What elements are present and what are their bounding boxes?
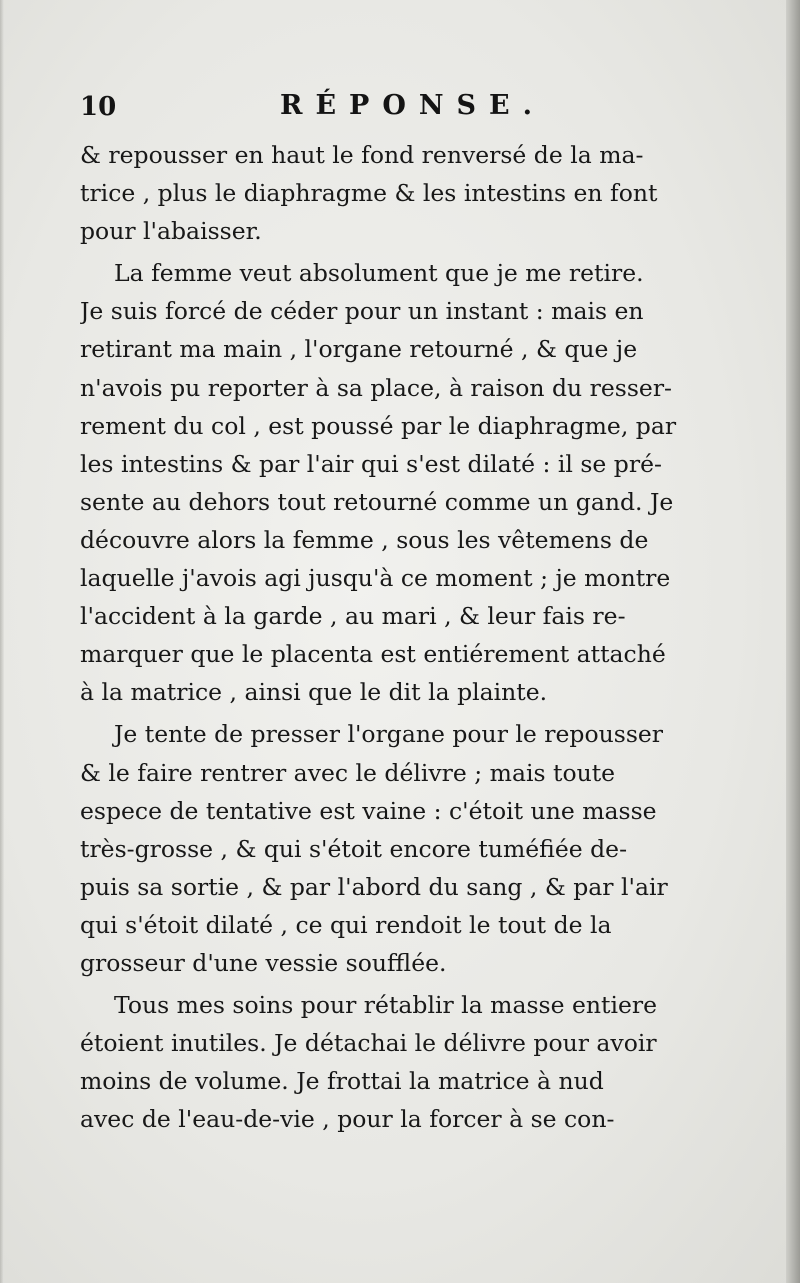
text-line: La femme veut absolument que je me retire. [114,259,644,288]
text-line: grosseur d'une vessie soufflée. [80,948,447,977]
text-line: les intestins & par l'air qui s'est dilaté : il se pré- [80,449,662,478]
paragraph [80,136,706,250]
text-line: trice , plus le diaphragme & les intestins en font [80,179,658,208]
text-line: qui s'étoit dilaté , ce qui rendoit le tout de la [80,910,612,939]
page-header [80,88,700,128]
text-line: & repousser en haut le fond renversé de la ma- [80,141,644,169]
paragraph [80,254,706,711]
text-line: étoient inutiles. Je détachai le délivre pour avoir [80,1029,657,1058]
text-line: marquer que le placenta est entiérement attaché [80,640,666,669]
page-number: 10 [80,92,117,122]
text-line: découvre alors la femme , sous les vêtemens de [80,525,649,554]
text-line: très-grosse , & qui s'étoit encore tuméfiée de- [80,834,628,863]
text-line: à la matrice , ainsi que le dit la plainte. [80,678,548,707]
page-left-edge [0,0,4,1283]
text-line: rement du col , est poussé par le diaphragme, par [80,411,677,440]
text-line: l'accident à la garde , au mari , & leur fais re- [80,602,626,631]
text-line: n'avois pu reporter à sa place, à raison du resser- [80,373,672,402]
paragraph [80,986,706,1138]
text-line: avec de l'eau-de-vie , pour la forcer à se con- [80,1105,615,1134]
text-line: retirant ma main , l'organe retourné , & que je [80,335,638,364]
text-line: Je tente de presser l'organe pour le repousser [114,720,664,749]
page-right-edge [786,0,800,1283]
paragraph [80,715,706,982]
text-line: pour l'abaisser. [80,217,262,246]
text-line: Je suis forcé de céder pour un instant : mais en [80,297,644,326]
text-line: & le faire rentrer avec le délivre ; mais toute [80,758,616,787]
text-line: Tous mes soins pour rétablir la masse entiere [114,991,658,1020]
text-line: laquelle j'avois agi jusqu'à ce moment ; je montre [80,564,671,593]
text-line: moins de volume. Je frottai la matrice à nud [80,1067,604,1096]
body-text [80,136,706,1138]
running-head: RÉPONSE. [280,90,545,121]
text-line: puis sa sortie , & par l'abord du sang , & par l'air [80,872,668,901]
text-line: sente au dehors tout retourné comme un gand. Je [80,487,674,516]
text-line: espece de tentative est vaine : c'étoit une masse [80,796,657,825]
